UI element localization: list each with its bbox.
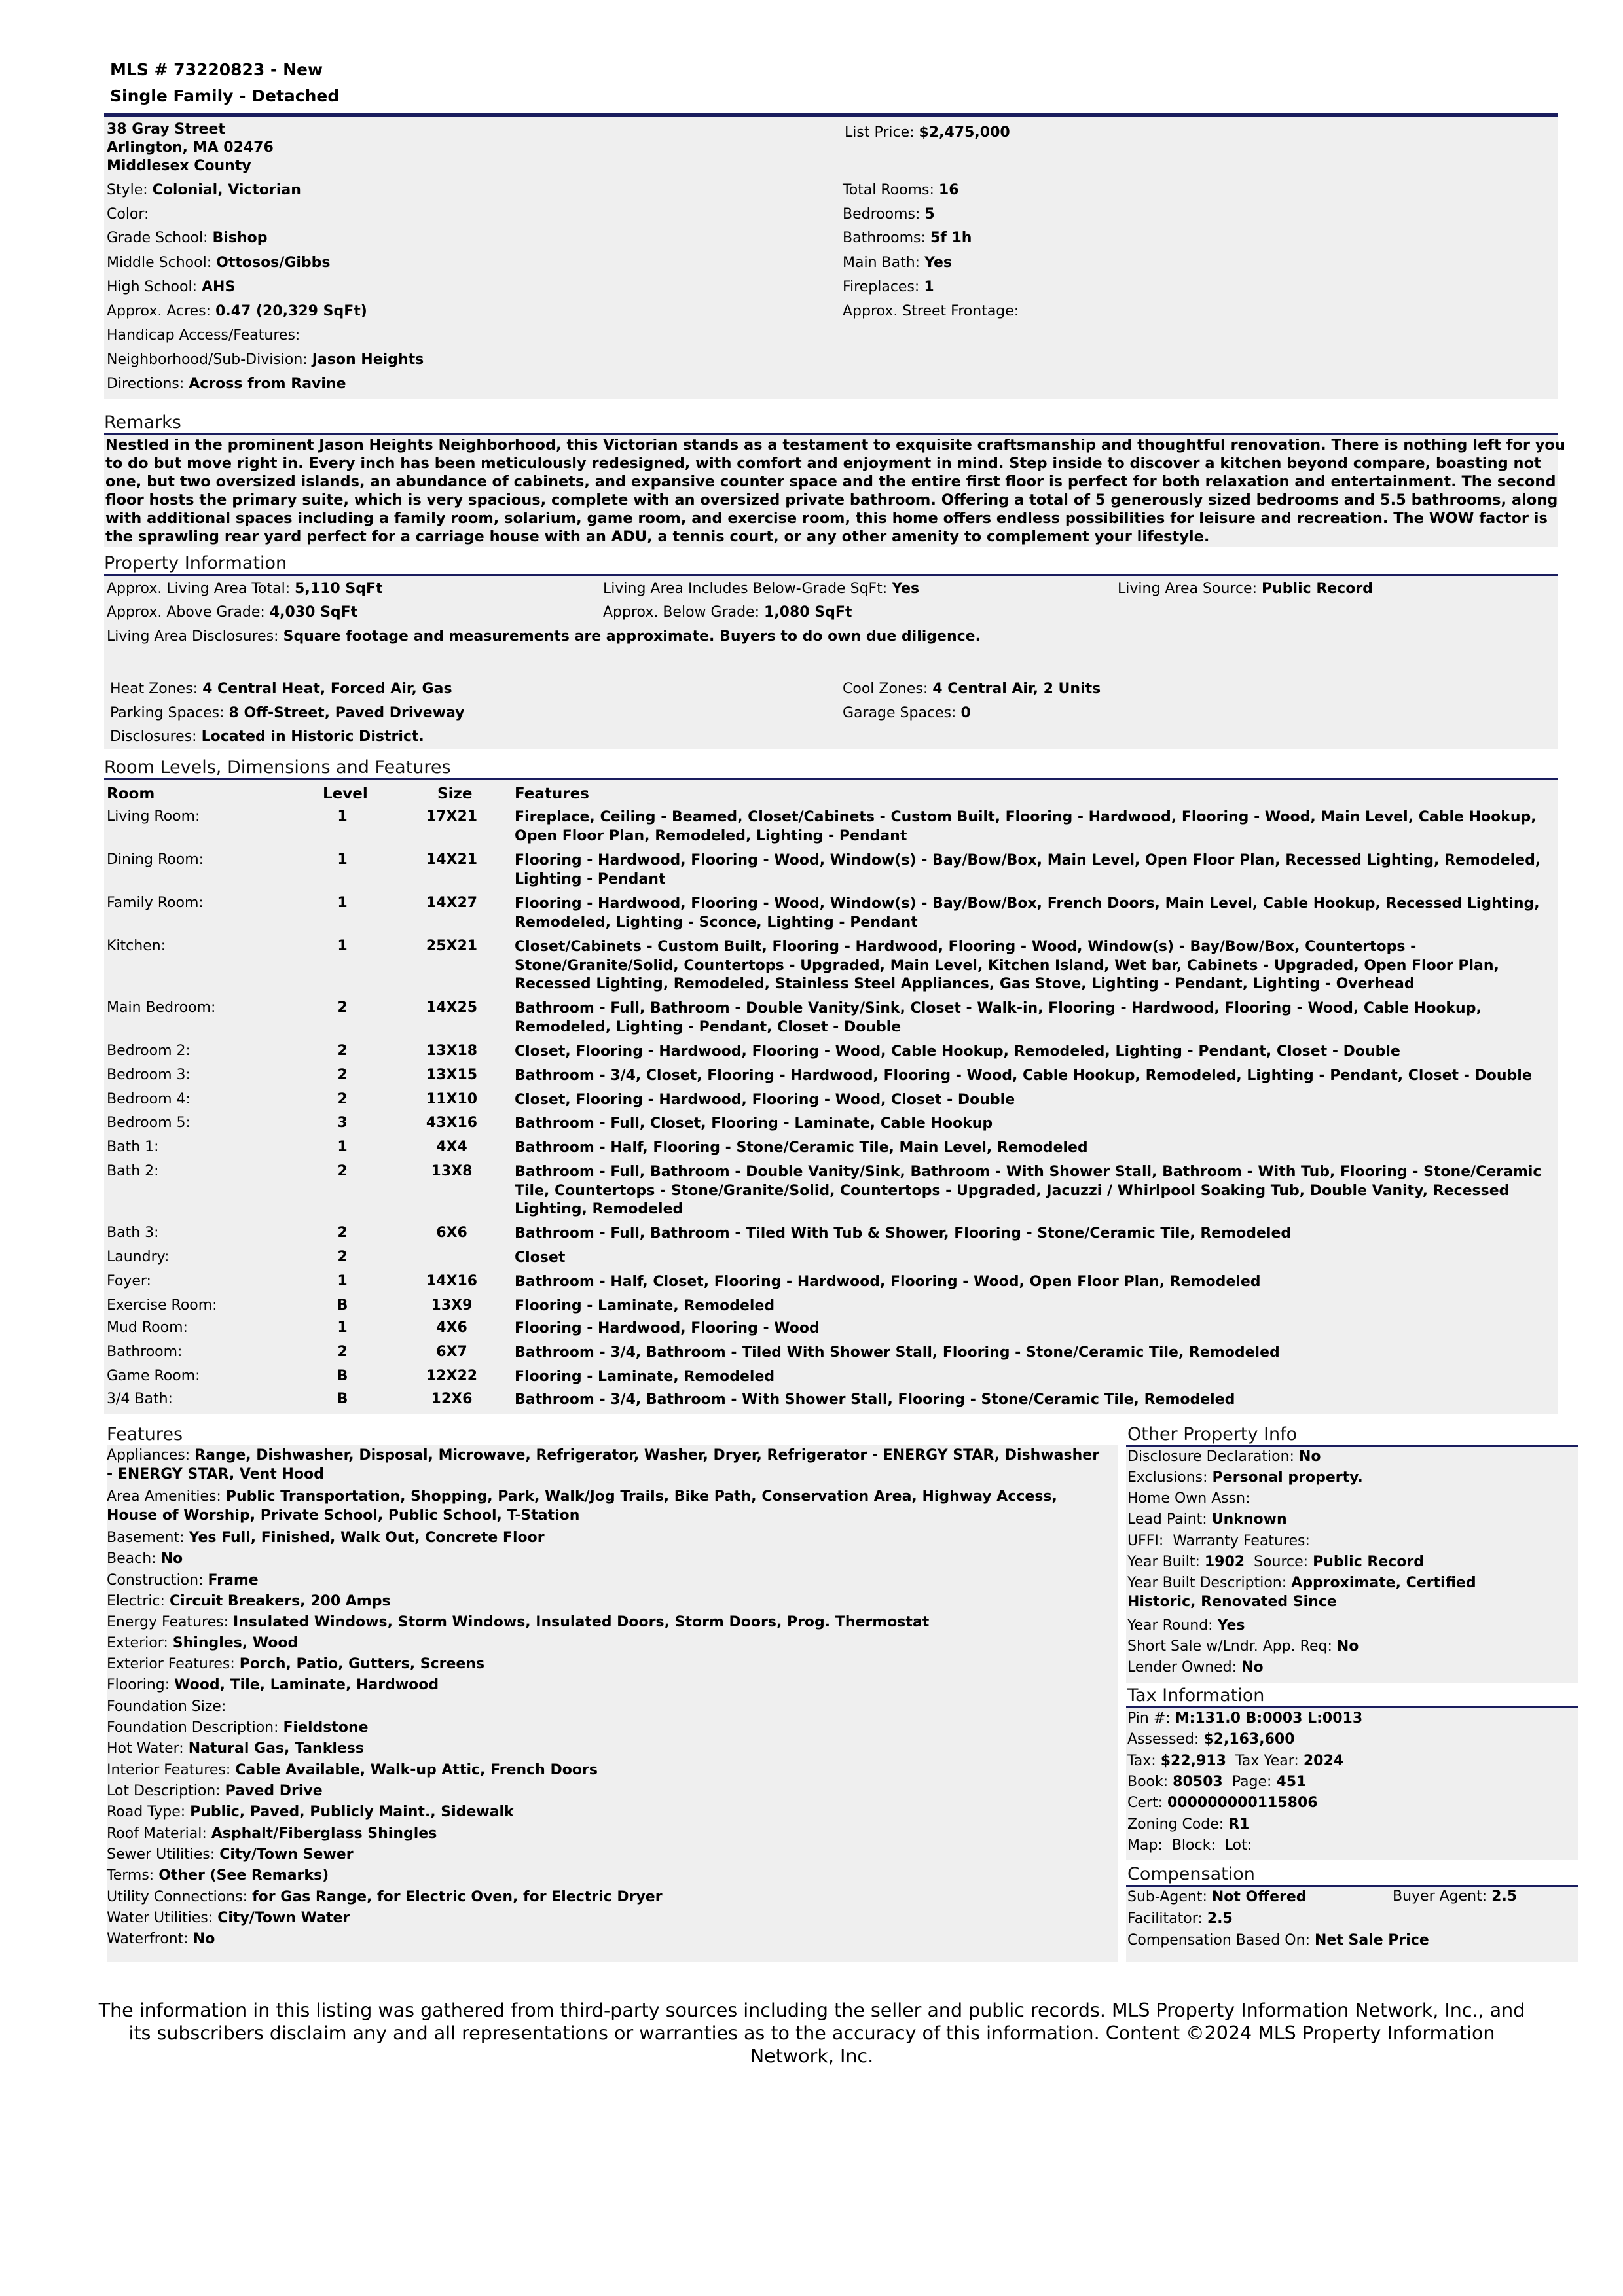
room-name: Bedroom 3: (107, 1067, 191, 1083)
room-size: 14X21 (426, 852, 478, 868)
heat-zones: Heat Zones: 4 Central Heat, Forced Air, Gas (110, 681, 452, 697)
total-rooms-field: Total Rooms: 16 (843, 182, 959, 198)
year-built: Year Built: 1902 Source: Public Record (1127, 1554, 1425, 1570)
room-size: 11X10 (426, 1091, 478, 1107)
feature-foundation-description: Foundation Description: Fieldstone (107, 1719, 369, 1736)
room-name: Mud Room: (107, 1319, 188, 1336)
living-area-includes-below: Living Area Includes Below-Grade SqFt: Yes (603, 581, 920, 597)
room-name: Foyer: (107, 1273, 151, 1289)
fireplaces-field: Fireplaces: 1 (843, 279, 934, 295)
map-block-lot: Map: Block: Lot: (1127, 1837, 1252, 1854)
room-size: 12X6 (431, 1391, 473, 1407)
compensation-based-on: Compensation Based On: Net Sale Price (1127, 1932, 1429, 1948)
bedrooms-field: Bedrooms: 5 (843, 206, 935, 223)
remarks-title: Remarks (104, 412, 181, 433)
remarks-text: Nestled in the prominent Jason Heights Neighborhood, this Victorian stands as a testament to exquisite craftsmanship and thoughtful renovation. There is nothing left for you to do but move right in. Every inch has been meticulously redesigned, with comfort and enjoyment in mind. Step inside to discover a kitchen beyond compare, boasting not one, but two oversized islands, an abundance of cabinets, and expansive counter space and the entire first floor is perfect for both relaxation and entertainment. The second floor hosts the primary suite, which is very spacious, complete with an oversized private bathroom. Offering a total of 5 generously sized bedrooms and 5.5 bathrooms, along with additional spaces including a family room, solarium, game room, and exercise room, this home offers endless possibilities for leisure and recreation. The WOW factor is the sprawling rear yard perfect for a carriage house with an ADU, a tennis court, or any other amenity to complement your lifestyle. (105, 437, 1565, 545)
room-features: Closet, Flooring - Hardwood, Flooring - Wood, Cable Hookup, Remodeled, Lighting - Pendant, Closet - Double (515, 1043, 1400, 1060)
high-school-field: High School: AHS (107, 279, 236, 295)
tax-title: Tax Information (1127, 1685, 1265, 1706)
room-level: 1 (337, 808, 348, 825)
room-name: Family Room: (107, 895, 204, 911)
parking-spaces: Parking Spaces: 8 Off-Street, Paved Driveway (110, 705, 465, 721)
street-frontage-field: Approx. Street Frontage: (843, 303, 1019, 319)
room-name: Game Room: (107, 1368, 200, 1384)
room-name: Main Bedroom: (107, 999, 216, 1016)
feature-lot-description: Lot Description: Paved Drive (107, 1783, 323, 1799)
year-built-description: Year Built Description: Approximate, Certified Historic, Renovated Since (1127, 1575, 1476, 1610)
room-features: Closet (515, 1249, 566, 1266)
room-features: Closet, Flooring - Hardwood, Flooring - Wood, Closet - Double (515, 1092, 1015, 1108)
room-name: Kitchen: (107, 938, 166, 954)
room-features: Closet/Cabinets - Custom Built, Flooring - Hardwood, Flooring - Wood, Window(s) - Bay/Bow/Box, Countertops - Stone/Granite/Solid, Countertops - Upgraded, Main Level, Kitchen Island, Wet bar, Cabinets - Upgraded, Open Floor Plan, Recessed Lighting, Remodeled, Stainless Steel Appliances, Gas Stove, Lighting - Pendant, Lighting - Overhead (515, 939, 1499, 992)
room-name: 3/4 Bath: (107, 1391, 173, 1407)
uffi: UFFI: Warranty Features: (1127, 1533, 1310, 1549)
room-level: 2 (337, 1225, 348, 1241)
feature-area-amenities: Area Amenities: Public Transportation, Shopping, Park, Walk/Jog Trails, Bike Path, Conservation Area, Highway Access, House of Worship, Private School, Public School, T-Station (107, 1488, 1057, 1524)
room-level: 1 (337, 1273, 348, 1289)
room-name: Bathroom: (107, 1344, 183, 1360)
room-features: Flooring - Hardwood, Flooring - Wood, Window(s) - Bay/Bow/Box, French Doors, Main Level, Cable Hookup, Recessed Lighting, Remodeled, Lighting - Sconce, Lighting - Pendant (515, 895, 1540, 931)
other-info-title: Other Property Info (1127, 1424, 1298, 1444)
room-name: Bath 1: (107, 1139, 159, 1155)
room-name: Bedroom 5: (107, 1115, 191, 1131)
disclosure-declaration: Disclosure Declaration: No (1127, 1448, 1321, 1465)
room-features: Bathroom - 3/4, Bathroom - Tiled With Shower Stall, Flooring - Stone/Ceramic Tile, Remodeled (515, 1344, 1280, 1361)
pin: Pin #: M:131.0 B:0003 L:0013 (1127, 1710, 1363, 1727)
zoning-code: Zoning Code: R1 (1127, 1816, 1250, 1833)
cert: Cert: 000000000115806 (1127, 1795, 1318, 1811)
book-page: Book: 80503 Page: 451 (1127, 1774, 1307, 1790)
rooms-header-room: Room (107, 785, 155, 802)
room-features: Bathroom - Full, Closet, Flooring - Laminate, Cable Hookup (515, 1115, 993, 1132)
room-features: Bathroom - 3/4, Bathroom - With Shower Stall, Flooring - Stone/Ceramic Tile, Remodeled (515, 1391, 1235, 1408)
room-size: 14X27 (426, 895, 478, 911)
acres-field: Approx. Acres: 0.47 (20,329 SqFt) (107, 303, 367, 319)
neighborhood-field: Neighborhood/Sub-Division: Jason Heights (107, 351, 424, 368)
room-name: Laundry: (107, 1249, 170, 1265)
room-features: Flooring - Laminate, Remodeled (515, 1369, 775, 1385)
room-size: 43X16 (426, 1115, 478, 1131)
room-features: Bathroom - Half, Closet, Flooring - Hardwood, Flooring - Wood, Open Floor Plan, Remodeled (515, 1274, 1261, 1290)
feature-basement: Basement: Yes Full, Finished, Walk Out, Concrete Floor (107, 1530, 545, 1546)
room-features: Flooring - Hardwood, Flooring - Wood, Window(s) - Bay/Bow/Box, Main Level, Open Floor Plan, Recessed Lighting, Remodeled, Lighting - Pendant (515, 852, 1541, 888)
rooms-header-features: Features (515, 785, 589, 802)
address-block (107, 120, 274, 175)
room-size: 25X21 (426, 938, 478, 954)
room-level: 1 (337, 852, 348, 868)
feature-roof-material: Roof Material: Asphalt/Fiberglass Shingles (107, 1825, 437, 1842)
lead-paint: Lead Paint: Unknown (1127, 1511, 1287, 1528)
room-size: 6X6 (436, 1225, 467, 1241)
rooms-header-size: Size (437, 785, 473, 802)
home-own-assn: Home Own Assn: (1127, 1490, 1250, 1507)
grade-school-field: Grade School: Bishop (107, 230, 268, 246)
color-field: Color: (107, 206, 149, 223)
room-level: 1 (337, 895, 348, 911)
room-size: 13X9 (431, 1297, 473, 1314)
room-level: B (337, 1297, 348, 1314)
room-size: 13X8 (431, 1163, 473, 1179)
feature-utility-connections: Utility Connections: for Gas Range, for Electric Oven, for Electric Dryer (107, 1889, 663, 1905)
room-level: B (337, 1391, 348, 1407)
bathrooms-field: Bathrooms: 5f 1h (843, 230, 972, 246)
room-level: 2 (337, 1249, 348, 1265)
feature-water-utilities: Water Utilities: City/Town Water (107, 1910, 350, 1926)
disclaimer-footer: The information in this listing was gathered from third-party sources including the seller and public records. MLS Property Information Network, Inc., and its subscribers disclaim any and all representations or warranties as to the accuracy of this information. Content ©2024 MLS Property Information Network, Inc. (98, 2000, 1525, 2067)
room-name: Bedroom 4: (107, 1091, 191, 1107)
room-features: Bathroom - Half, Flooring - Stone/Ceramic Tile, Main Level, Remodeled (515, 1139, 1088, 1156)
room-name: Exercise Room: (107, 1297, 217, 1314)
room-size: 4X6 (436, 1319, 467, 1336)
compensation-title: Compensation (1127, 1864, 1255, 1884)
room-level: 1 (337, 938, 348, 954)
feature-appliances: Appliances: Range, Dishwasher, Disposal, Microwave, Refrigerator, Washer, Dryer, Refrigerator - ENERGY STAR, Dishwasher - ENERGY STAR, Vent Hood (107, 1447, 1100, 1482)
short-sale: Short Sale w/Lndr. App. Req: No (1127, 1638, 1359, 1655)
feature-road-type: Road Type: Public, Paved, Publicly Maint., Sidewalk (107, 1804, 514, 1820)
room-level: 2 (337, 1163, 348, 1179)
room-features: Bathroom - 3/4, Closet, Flooring - Hardwood, Flooring - Wood, Cable Hookup, Remodeled, Lighting - Pendant, Closet - Double (515, 1067, 1532, 1084)
directions-field: Directions: Across from Ravine (107, 376, 346, 392)
middle-school-field: Middle School: Ottosos/Gibbs (107, 255, 331, 271)
room-level: 2 (337, 1091, 348, 1107)
feature-terms: Terms: Other (See Remarks) (107, 1867, 329, 1884)
room-name: Bath 3: (107, 1225, 159, 1241)
living-area-total: Approx. Living Area Total: 5,110 SqFt (107, 581, 383, 597)
room-name: Dining Room: (107, 852, 204, 868)
cool-zones: Cool Zones: 4 Central Air, 2 Units (843, 681, 1101, 697)
room-level: 1 (337, 1319, 348, 1336)
feature-sewer: Sewer Utilities: City/Town Sewer (107, 1846, 354, 1863)
feature-waterfront: Waterfront: No (107, 1931, 215, 1947)
address-street: 38 Gray Street (107, 121, 225, 137)
mls-number: MLS # 73220823 - New (110, 60, 323, 79)
buyer-agent: Buyer Agent: 2.5 (1393, 1888, 1518, 1905)
year-round: Year Round: Yes (1127, 1617, 1245, 1634)
room-name: Living Room: (107, 808, 200, 825)
feature-flooring: Flooring: Wood, Tile, Laminate, Hardwood (107, 1677, 439, 1693)
room-level: 2 (337, 1067, 348, 1083)
list-price-value: $2,475,000 (919, 124, 1010, 141)
feature-foundation-size: Foundation Size: (107, 1698, 227, 1715)
room-size: 4X4 (436, 1139, 467, 1155)
room-name: Bath 2: (107, 1163, 159, 1179)
facilitator: Facilitator: 2.5 (1127, 1910, 1233, 1927)
feature-beach: Beach: No (107, 1551, 183, 1567)
address-city: Arlington, MA 02476 (107, 139, 274, 156)
feature-electric: Electric: Circuit Breakers, 200 Amps (107, 1593, 391, 1609)
room-name: Bedroom 2: (107, 1043, 191, 1059)
room-features: Flooring - Laminate, Remodeled (515, 1298, 775, 1314)
room-level: 1 (337, 1139, 348, 1155)
disclosures: Disclosures: Located in Historic District. (110, 728, 424, 745)
garage-spaces: Garage Spaces: 0 (843, 705, 971, 721)
assessed: Assessed: $2,163,600 (1127, 1731, 1295, 1748)
feature-exterior-features: Exterior Features: Porch, Patio, Gutters, Screens (107, 1656, 485, 1672)
handicap-field: Handicap Access/Features: (107, 327, 301, 344)
room-size: 6X7 (436, 1344, 467, 1360)
room-level: B (337, 1368, 348, 1384)
feature-hot-water: Hot Water: Natural Gas, Tankless (107, 1740, 364, 1757)
room-level: 3 (337, 1115, 348, 1131)
tax-amount: Tax: $22,913 Tax Year: 2024 (1127, 1753, 1344, 1769)
living-area-disclosures: Living Area Disclosures: Square footage and measurements are approximate. Buyers to do own due diligence. (107, 628, 981, 645)
exclusions: Exclusions: Personal property. (1127, 1469, 1363, 1486)
main-bath-field: Main Bath: Yes (843, 255, 953, 271)
room-size: 14X25 (426, 999, 478, 1016)
lender-owned: Lender Owned: No (1127, 1659, 1264, 1676)
above-grade: Approx. Above Grade: 4,030 SqFt (107, 604, 358, 620)
property-info-panel (104, 576, 1558, 749)
feature-exterior: Exterior: Shingles, Wood (107, 1635, 299, 1651)
room-features: Flooring - Hardwood, Flooring - Wood (515, 1320, 820, 1336)
address-county: Middlesex County (107, 158, 251, 174)
room-features: Bathroom - Full, Bathroom - Double Vanity/Sink, Bathroom - With Shower Stall, Bathroom - With Tub, Flooring - Stone/Ceramic Tile, Countertops - Stone/Granite/Solid, Countertops - Upgraded, Jacuzzi / Whirlpool Soaking Tub, Double Vanity, Recessed Lighting, Remodeled (515, 1164, 1542, 1217)
list-price: List Price: $2,475,000 (845, 124, 1010, 141)
room-size: 14X16 (426, 1273, 478, 1289)
rooms-title: Room Levels, Dimensions and Features (104, 757, 451, 778)
features-title: Features (107, 1424, 183, 1444)
feature-construction: Construction: Frame (107, 1572, 259, 1588)
sub-agent: Sub-Agent: Not Offered (1127, 1889, 1307, 1905)
room-size: 13X18 (426, 1043, 478, 1059)
room-level: 2 (337, 1344, 348, 1360)
property-type: Single Family - Detached (110, 86, 340, 105)
room-features: Bathroom - Full, Bathroom - Tiled With Tub & Shower, Flooring - Stone/Ceramic Tile, Remodeled (515, 1225, 1292, 1242)
feature-energy: Energy Features: Insulated Windows, Storm Windows, Insulated Doors, Storm Doors, Prog. Thermostat (107, 1614, 930, 1630)
room-level: 2 (337, 1043, 348, 1059)
feature-interior: Interior Features: Cable Available, Walk-up Attic, French Doors (107, 1762, 598, 1778)
room-level: 2 (337, 999, 348, 1016)
room-features: Bathroom - Full, Bathroom - Double Vanity/Sink, Closet - Walk-in, Flooring - Hardwood, Flooring - Wood, Cable Hookup, Remodeled, Lighting - Pendant, Closet - Double (515, 1000, 1482, 1035)
property-info-title: Property Information (104, 553, 287, 573)
room-features: Fireplace, Ceiling - Beamed, Closet/Cabinets - Custom Built, Flooring - Hardwood, Flooring - Wood, Main Level, Cable Hookup, Open Floor Plan, Remodeled, Lighting - Pendant (515, 809, 1537, 844)
living-area-source: Living Area Source: Public Record (1118, 581, 1373, 597)
below-grade: Approx. Below Grade: 1,080 SqFt (603, 604, 852, 620)
room-size: 17X21 (426, 808, 478, 825)
room-size: 13X15 (426, 1067, 478, 1083)
rooms-header-level: Level (323, 785, 368, 802)
style-field: Style: Colonial, Victorian (107, 182, 301, 198)
room-size: 12X22 (426, 1368, 478, 1384)
